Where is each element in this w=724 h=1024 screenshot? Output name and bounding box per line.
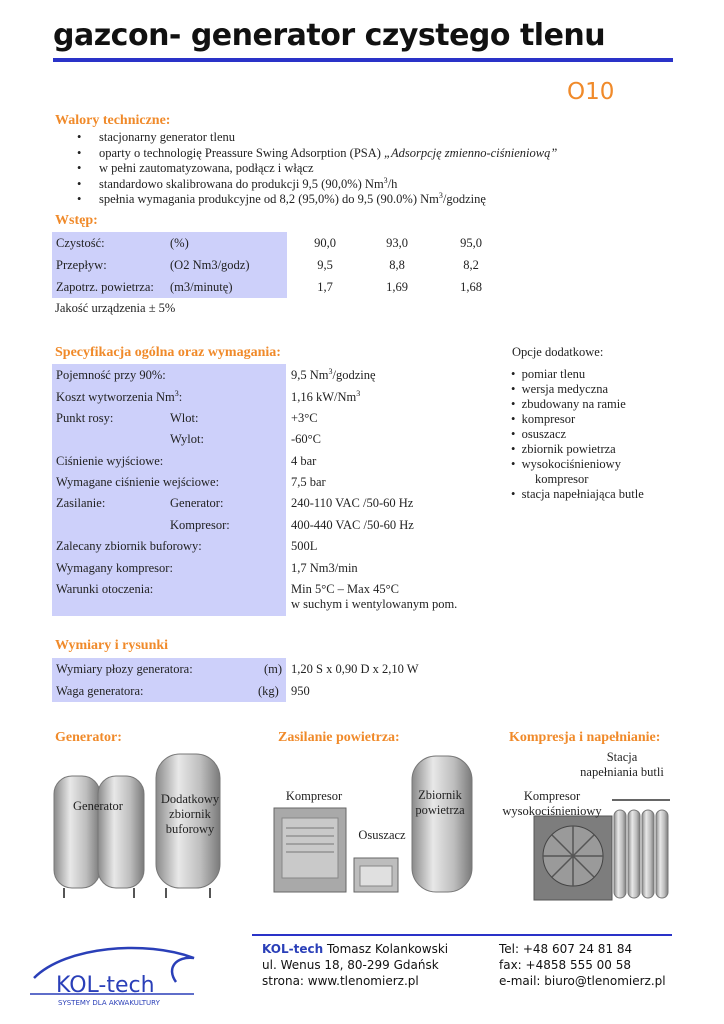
kompresor-label: Kompresor xyxy=(285,789,343,803)
kol-tech-logo xyxy=(26,938,202,1012)
table-row: Zasilanie: Generator: 240-110 VAC /50-60 Hz xyxy=(56,496,414,510)
zbiornik-label: Zbiornik powietrza xyxy=(415,788,465,817)
table-row: Pojemność przy 90%: 9,5 Nm$^3$/godzinę xyxy=(56,366,376,382)
dodatkowy-label: Dodatkowy zbiornik buforowy xyxy=(160,792,220,836)
wymiary-table xyxy=(52,658,492,702)
table-row: Zalecany zbiornik buforowy: 500L xyxy=(56,539,318,553)
list-item: • oparty o technologię Preassure Swing Adsorption (PSA) „Adsorpcję zmienno-ciśnieniową” xyxy=(77,146,677,162)
list-item: • pomiar tlenu xyxy=(511,367,586,381)
generator-label: Generator xyxy=(73,799,123,813)
footer-rule xyxy=(252,934,672,936)
generator-heading: Generator: xyxy=(55,730,122,745)
table-row: Waga generatora: (kg) 950 xyxy=(56,684,310,698)
table-row: Ciśnienie wyjściowe: 4 bar xyxy=(56,454,317,468)
table-row: Wymiary płozy generatora: (m) 1,20 S x 0,90 D x 2,10 W xyxy=(56,662,419,676)
wstep-heading: Wstęp: xyxy=(55,213,98,228)
list-item: kompresor xyxy=(535,472,589,486)
website-link[interactable]: strona: www.tlenomierz.pl xyxy=(262,974,419,988)
list-item: • w pełni zautomatyzowana, podłącz i włącz xyxy=(77,161,677,177)
stacja-label: Stacja napełniania butli xyxy=(580,750,664,779)
spec-heading: Specyfikacja ogólna oraz wymagania: xyxy=(55,345,281,360)
zasilanie-illustration xyxy=(272,748,482,904)
list-item: • standardowo skalibrowana do produkcji 9,5 (90,0%) Nm$^3$/h xyxy=(77,177,677,193)
osuszacz-label: Osuszacz xyxy=(358,828,406,842)
list-item: • zbiornik powietrza xyxy=(511,442,616,456)
walory-list xyxy=(77,130,677,208)
list-item: • spełnia wymagania produkcyjne od 8,2 (95,0%) do 9,5 (90.0%) Nm$^3$/godzinę xyxy=(77,192,677,208)
table-row: Punkt rosy: Wlot: +3°C xyxy=(56,411,318,425)
quality-note: Jakość urządzenia ± 5% xyxy=(55,301,176,315)
table-row: Przepływ: (O2 Nm3/godz) 9,5 8,8 8,2 xyxy=(56,258,479,272)
svg-text:SYSTEMY DLA AKWAKULTURY: SYSTEMY DLA AKWAKULTURY xyxy=(58,999,160,1007)
table-row: Warunki otoczenia: Min 5°C – Max 45°C w suchym i wentylowanym pom. xyxy=(56,582,458,611)
list-item: • wersja medyczna xyxy=(511,382,609,396)
table-row: Koszt wytworzenia Nm$^3$: 1,16 kW/Nm$^3$ xyxy=(56,388,361,404)
title-rule xyxy=(53,58,673,62)
table-row: Czystość: (%) 90,0 93,0 95,0 xyxy=(56,236,482,250)
svg-text:KOL-tech: KOL-tech xyxy=(56,973,155,998)
list-item: • stacja napełniająca butle xyxy=(511,487,644,501)
list-item: • wysokociśnieniowy xyxy=(511,457,621,471)
opcje-list xyxy=(511,367,711,502)
model-code: O10 xyxy=(567,79,615,105)
list-item: • osuszacz xyxy=(511,427,567,441)
list-item: • kompresor xyxy=(511,412,576,426)
opcje-heading: Opcje dodatkowe: xyxy=(512,345,604,359)
spec-table xyxy=(52,364,492,616)
walory-heading: Walory techniczne: xyxy=(55,113,171,128)
zasilanie-heading: Zasilanie powietrza: xyxy=(278,730,400,745)
footer-contact-right: Tel: +48 607 24 81 84 fax: +4858 555 00 58 e-mail: biuro@tlenomierz.pl xyxy=(499,942,666,988)
list-item: • stacjonarny generator tlenu xyxy=(77,130,677,146)
table-row: Kompresor: 400-440 VAC /50-60 Hz xyxy=(170,518,414,532)
table-row: Wymagany kompresor: 1,7 Nm3/min xyxy=(56,561,358,575)
email-link[interactable]: e-mail: biuro@tlenomierz.pl xyxy=(499,974,666,988)
wymiary-heading: Wymiary i rysunki xyxy=(55,638,169,653)
footer-contact-left: KOL-tech Tomasz Kolankowski ul. Wenus 18, 80-299 Gdańsk strona: www.tlenomierz.pl xyxy=(262,942,449,988)
page-title: gazcon- generator czystego tlenu xyxy=(53,18,606,53)
table-row: Zapotrz. powietrza: (m3/minutę) 1,7 1,69 1,68 xyxy=(56,280,482,294)
kompresor-wys-label: Kompresor wysokociśnieniowy xyxy=(502,789,602,818)
table-row: Wylot: -60°C xyxy=(170,432,321,446)
kompresja-heading: Kompresja i napełnianie: xyxy=(509,730,661,745)
list-item: • zbudowany na ramie xyxy=(511,397,626,411)
wstep-table xyxy=(52,232,512,298)
table-row: Wymagane ciśnienie wejściowe: 7,5 bar xyxy=(56,475,326,489)
